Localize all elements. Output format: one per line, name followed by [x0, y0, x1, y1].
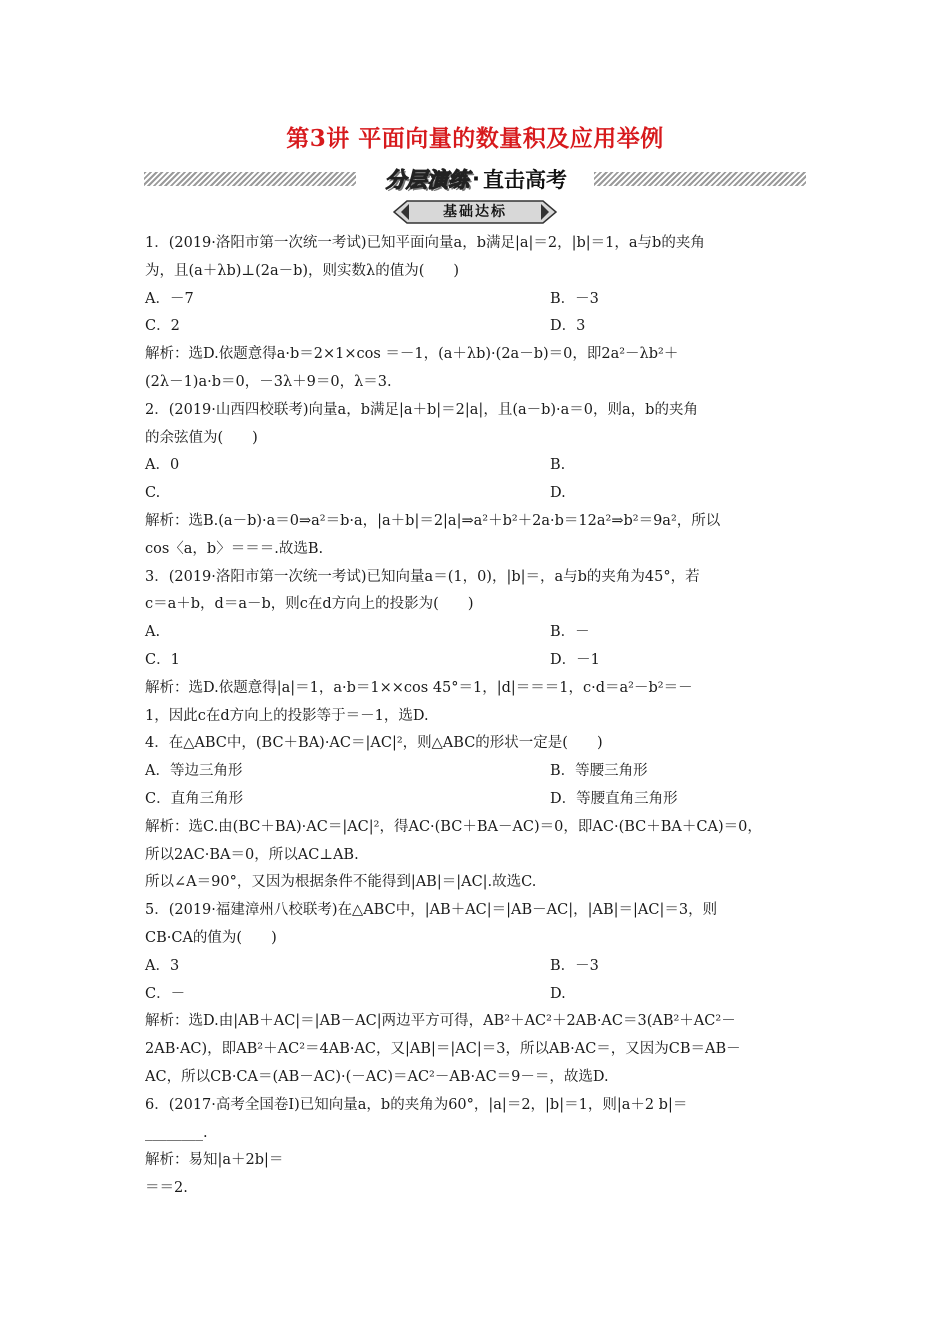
options-row	[145, 286, 805, 314]
option-left: C．直角三角形	[145, 790, 244, 807]
option-left: A．0	[145, 457, 180, 474]
problem-content	[145, 230, 805, 1203]
option-left: A．等边三角形	[145, 763, 243, 780]
option-right: B．等腰三角形	[550, 763, 648, 780]
options-row	[145, 786, 805, 814]
text-line: 所以2AC·BA＝0，所以AC⊥AB.	[145, 846, 359, 863]
option-right: B.	[550, 457, 566, 474]
text-line: ＝＝2.	[145, 1180, 188, 1197]
banner-stripe-right	[594, 172, 806, 186]
text-line: 6．(2017·高考全国卷Ⅰ)已知向量a，b的夹角为60°，|a|＝2，|b|＝1，则|a＋2 b|＝	[145, 1096, 688, 1113]
options-row	[145, 452, 805, 480]
section-badge	[393, 200, 557, 224]
options-row	[145, 953, 805, 981]
text-line: 解析：易知|a＋2b|＝	[145, 1152, 284, 1169]
option-left: A．－7	[145, 290, 194, 307]
banner-stripe-left	[144, 172, 356, 186]
text-line: 5．(2019·福建漳州八校联考)在△ABC中，|AB＋AC|＝|AB－AC|，|AB|＝|AC|＝3，则	[145, 902, 718, 919]
option-right: D．等腰直角三角形	[550, 790, 678, 807]
option-left: C.	[145, 485, 161, 502]
text-line: 所以∠A＝90°，又因为根据条件不能得到|AB|＝|AC|.故选C.	[145, 874, 537, 891]
text-line: cos〈a，b〉＝＝＝.故选B.	[145, 540, 324, 557]
text-line: ________.	[145, 1124, 208, 1141]
option-left: A.	[145, 624, 161, 641]
options-row	[145, 758, 805, 786]
option-left: A．3	[145, 957, 180, 974]
text-line: (2λ－1)a·b＝0，－3λ＋9＝0，λ＝3.	[145, 373, 392, 390]
text-line: 解析：选C.由(BC＋BA)·AC＝|AC|²，得AC·(BC＋BA－AC)＝0，即AC·(BC＋BA＋CA)＝0，	[145, 818, 762, 835]
option-right: B．－3	[550, 957, 599, 974]
options-row	[145, 619, 805, 647]
text-line: 解析：选D.由|AB＋AC|＝|AB－AC|两边平方可得，AB²＋AC²＋2AB·AC＝3(AB²＋AC²－	[145, 1013, 736, 1030]
options-row	[145, 981, 805, 1009]
text-line: 为，且(a＋λb)⊥(2a－b)，则实数λ的值为( )	[145, 262, 460, 279]
text-line: 解析：选D.依题意得|a|＝1，a·b＝1××cos 45°＝1，|d|＝＝＝1，c·d＝a²－b²＝－	[145, 679, 693, 696]
banner-solid-text: 直击高考	[482, 168, 567, 192]
text-line: 1．(2019·洛阳市第一次统一考试)已知平面向量a，b满足|a|＝2，|b|＝1，a与b的夹角	[145, 235, 705, 251]
option-right: B．－3	[550, 290, 599, 307]
option-right: B．－	[550, 624, 590, 641]
option-left: C．2	[145, 318, 180, 335]
option-right: D.	[550, 985, 566, 1002]
text-line: 的余弦值为( )	[145, 429, 258, 446]
options-row	[145, 313, 805, 341]
text-line: 3．(2019·洛阳市第一次统一考试)已知向量a＝(1，0)，|b|＝，a与b的夹角为45°，若	[145, 568, 700, 585]
text-line: 2．(2019·山西四校联考)向量a，b满足|a＋b|＝2|a|，且(a－b)·a＝0，则a，b的夹角	[145, 401, 698, 418]
option-left: C．－	[145, 985, 186, 1002]
text-line: 1，因此c在d方向上的投影等于＝－1，选D.	[145, 707, 429, 724]
page-title: 第3讲 平面向量的数量积及应用举例	[286, 125, 664, 152]
option-right: D．3	[550, 318, 586, 335]
text-line: c＝a＋b，d＝a－b，则c在d方向上的投影为( )	[145, 596, 474, 613]
options-row	[145, 480, 805, 508]
banner-heading	[358, 166, 594, 192]
option-left: C．1	[145, 651, 180, 668]
text-line: 解析：选B.(a－b)·a＝0⇒a²＝b·a，|a＋b|＝2|a|⇒a²＋b²＋2a·b＝12a²⇒b²＝9a²，所以	[145, 512, 721, 529]
text-line: 解析：选D.依题意得a·b＝2×1×cos ＝－1，(a＋λb)·(2a－b)＝0，即2a²－λb²＋	[145, 346, 679, 363]
text-line: 2AB·AC)，即AB²＋AC²＝4AB·AC，又|AB|＝|AC|＝3，所以AB·AC＝，又因为CB＝AB－	[145, 1041, 741, 1058]
options-row	[145, 647, 805, 675]
text-line: CB·CA的值为( )	[145, 929, 277, 946]
text-line: 4．在△ABC中，(BC＋BA)·AC＝|AC|²，则△ABC的形状一定是( )	[145, 735, 603, 752]
section-label: 基础达标	[443, 204, 507, 220]
banner-dot: ·	[472, 167, 480, 191]
banner-hollow-text: 分层演练	[385, 168, 469, 192]
option-right: D．－1	[550, 651, 600, 668]
text-line: AC，所以CB·CA＝(AB－AC)·(－AC)＝AC²－AB·AC＝9－＝，故选D.	[145, 1068, 609, 1085]
section-banner	[144, 166, 806, 192]
option-right: D.	[550, 485, 566, 502]
